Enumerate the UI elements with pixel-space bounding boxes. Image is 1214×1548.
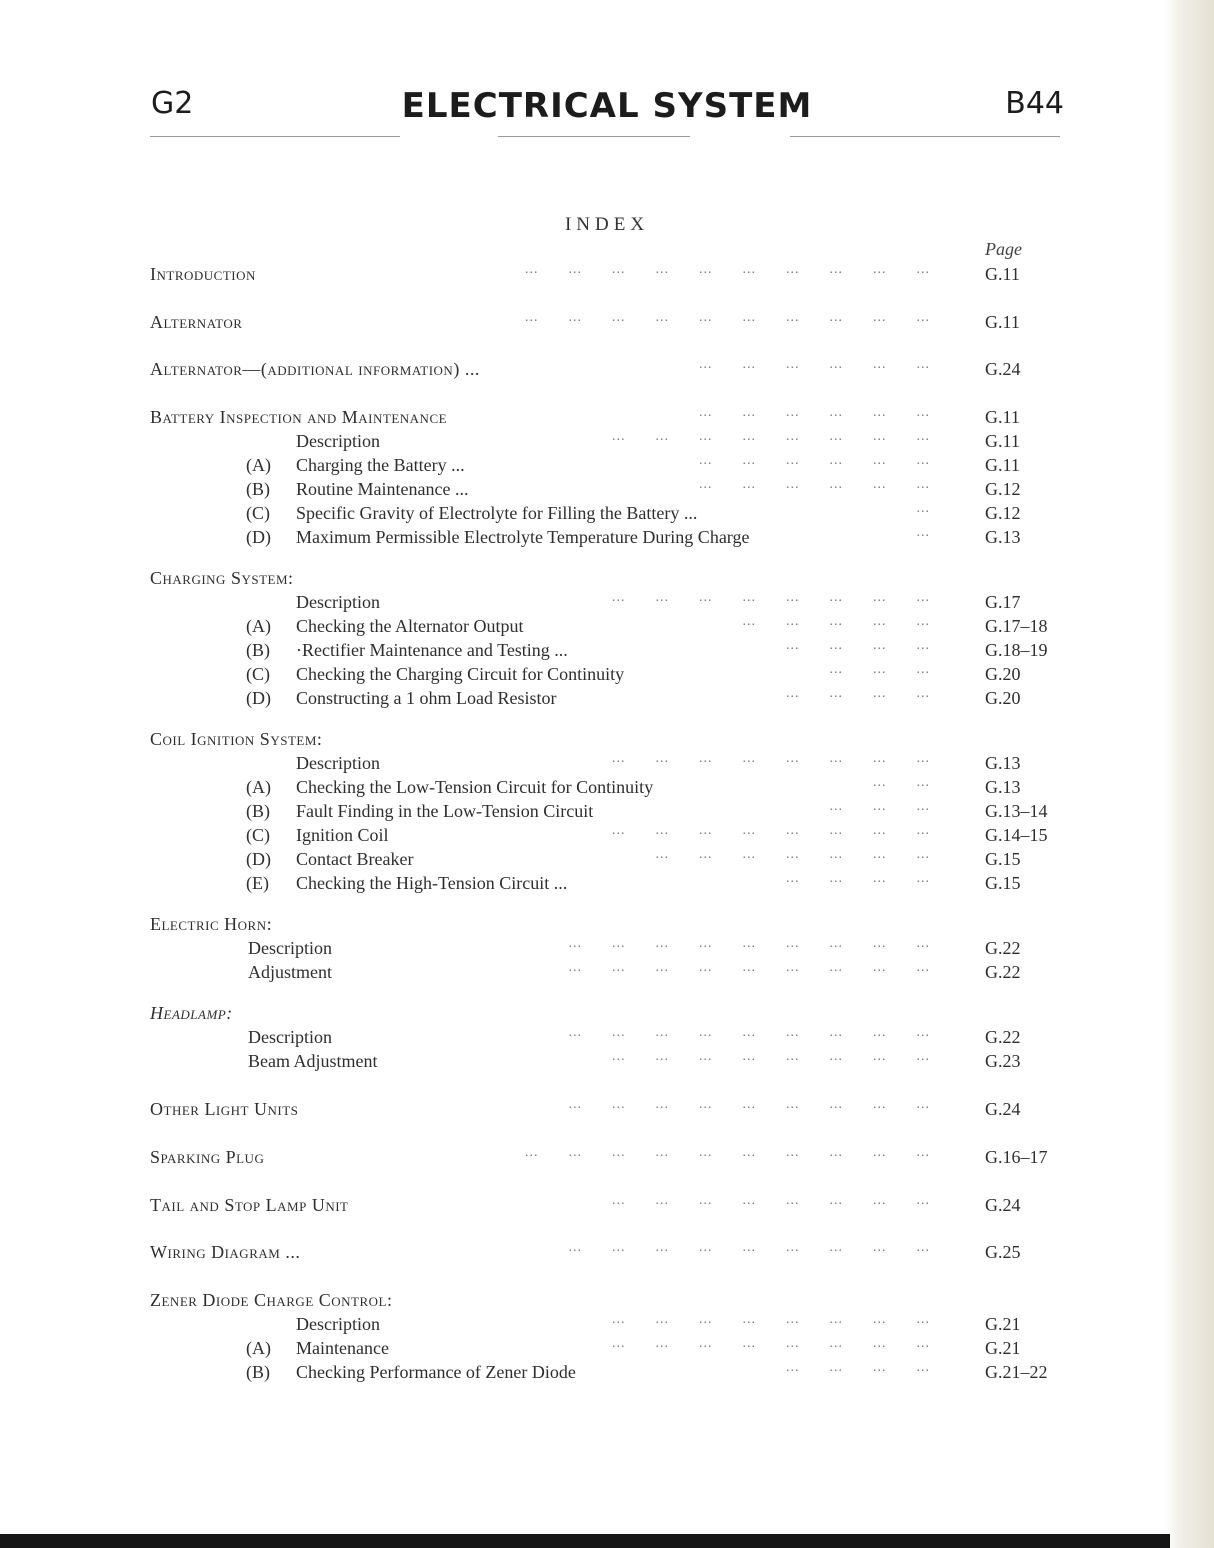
entry-page: G.11 (985, 312, 1020, 332)
entry-title: Introduction (150, 264, 256, 284)
entry-page: G.11 (985, 407, 1020, 427)
entry-label: (A) (246, 777, 271, 797)
entry-page: G.21 (985, 1338, 1021, 1358)
entry-page: G.21 (985, 1314, 1021, 1334)
entry-label: (D) (246, 527, 271, 547)
section-code: G2 (151, 86, 194, 121)
entry-title: Checking Performance of Zener Diode (296, 1362, 576, 1382)
dot-leader: ... ... ... ... ... ... ... ... (612, 751, 930, 766)
dot-leader: ... ... ... ... ... ... ... ... (612, 1312, 930, 1327)
dot-leader: ... ... ... ... (786, 1360, 930, 1375)
entry-label: (C) (246, 503, 270, 523)
entry-page: G.14–15 (985, 825, 1048, 845)
entry-title: Checking the Low-Tension Circuit for Continuity (296, 777, 654, 797)
index-entry (150, 960, 1056, 984)
entry-title: Description (248, 938, 332, 958)
entry-label: (B) (246, 479, 270, 499)
entry-title: Description (296, 431, 380, 451)
entry-label: (C) (246, 664, 270, 684)
entry-page: G.25 (985, 1242, 1021, 1262)
entry-page: G.23 (985, 1051, 1021, 1071)
index-entry (150, 357, 1056, 381)
entry-title: Ignition Coil (296, 825, 389, 845)
model-code: B44 (1005, 86, 1064, 121)
entry-page: G.12 (985, 479, 1021, 499)
entry-page: G.20 (985, 664, 1021, 684)
entry-title: Checking the Alternator Output (296, 616, 524, 636)
dot-leader: ... ... ... ... ... ... ... ... (612, 1336, 930, 1351)
entry-page: G.18–19 (985, 640, 1048, 660)
dot-leader: ... ... ... ... ... ... ... ... (612, 590, 930, 605)
dot-leader: ... ... ... ... ... ... (699, 405, 930, 420)
dot-leader: ... ... (873, 775, 930, 790)
entry-title: Charging the Battery ... (296, 455, 465, 475)
dot-leader: ... ... ... ... ... ... (699, 477, 930, 492)
entry-title: Specific Gravity of Electrolyte for Filling the Battery ... (296, 503, 698, 523)
entry-title: Coil Ignition System: (150, 729, 323, 749)
entry-title: Charging System: (150, 568, 294, 588)
dot-leader: ... ... ... ... ... ... ... ... ... (568, 960, 930, 975)
entry-title: Maintenance (296, 1338, 389, 1358)
index-entry (150, 1240, 1056, 1264)
entry-page: G.13 (985, 777, 1021, 797)
entry-title: Other Light Units (150, 1099, 299, 1119)
index-entry (150, 1145, 1056, 1169)
dot-leader: ... ... ... ... (786, 638, 930, 653)
entry-title: Sparking Plug (150, 1147, 265, 1167)
entry-title: Adjustment (248, 962, 332, 982)
dot-leader: ... ... ... ... (786, 686, 930, 701)
entry-label: (A) (246, 616, 271, 636)
entry-page: G.12 (985, 503, 1021, 523)
entry-title: Zener Diode Charge Control: (150, 1290, 393, 1310)
entry-title: Alternator—(additional information) ... (150, 359, 480, 379)
page-column-label: Page (985, 239, 1022, 259)
entry-title: Checking the Charging Circuit for Continuity (296, 664, 625, 684)
entry-title: Beam Adjustment (248, 1051, 378, 1071)
entry-page: G.15 (985, 873, 1021, 893)
dot-leader: ... ... ... ... ... ... ... ... (612, 1193, 930, 1208)
dot-leader: ... ... ... ... ... (742, 614, 930, 629)
dot-leader: ... ... ... ... ... ... ... ... ... (568, 1025, 930, 1040)
entry-label: (B) (246, 640, 270, 660)
entry-title: Alternator (150, 312, 243, 332)
entry-page: G.11 (985, 431, 1020, 451)
index-entry (150, 871, 1056, 895)
entry-page: G.22 (985, 938, 1021, 958)
entry-label: (D) (246, 849, 271, 869)
dot-leader: ... ... ... ... ... ... ... ... ... ... (525, 1145, 930, 1160)
dot-leader: ... ... ... ... ... ... ... (655, 847, 930, 862)
dot-leader: ... ... ... ... ... ... (699, 453, 930, 468)
entry-page: G.22 (985, 962, 1021, 982)
entry-title: Contact Breaker (296, 849, 414, 869)
entry-title: Headlamp: (150, 1003, 233, 1023)
index-entry (150, 525, 1056, 549)
dot-leader: ... ... ... ... ... ... ... ... ... (568, 1097, 930, 1112)
dot-leader: ... ... ... ... ... ... ... ... ... ... (525, 262, 930, 277)
entry-title: Wiring Diagram ... (150, 1242, 301, 1262)
index-entry (150, 1097, 1056, 1121)
entry-title: Checking the High-Tension Circuit ... (296, 873, 568, 893)
entry-title: Fault Finding in the Low-Tension Circuit (296, 801, 594, 821)
dot-leader: ... ... ... ... ... ... ... ... (612, 823, 930, 838)
dot-leader: ... ... ... ... ... ... (699, 357, 930, 372)
entry-page: G.22 (985, 1027, 1021, 1047)
entry-title: Routine Maintenance ... (296, 479, 469, 499)
entry-page: G.17 (985, 592, 1021, 612)
entry-page: G.20 (985, 688, 1021, 708)
dot-leader: ... ... ... (829, 662, 930, 677)
index-entry (150, 310, 1056, 334)
page-title: ELECTRICAL SYSTEM (401, 86, 813, 126)
entry-title: Tail and Stop Lamp Unit (150, 1195, 349, 1215)
index-entry (150, 1193, 1056, 1217)
entry-label: (A) (246, 1338, 271, 1358)
entry-title: Description (248, 1027, 332, 1047)
index-entry (150, 262, 1056, 286)
entry-title: ·Rectifier Maintenance and Testing ... (296, 640, 568, 660)
entry-page: G.15 (985, 849, 1021, 869)
dot-leader: ... (916, 501, 930, 516)
entry-page: G.21–22 (985, 1362, 1048, 1382)
entry-page: G.11 (985, 264, 1020, 284)
entry-title: Description (296, 753, 380, 773)
dot-leader: ... ... ... (829, 799, 930, 814)
entry-title: Description (296, 1314, 380, 1334)
entry-title: Maximum Permissible Electrolyte Temperature During Charge (296, 527, 750, 547)
dot-leader: ... ... ... ... ... ... ... ... (612, 429, 930, 444)
entry-title: Battery Inspection and Maintenance (150, 407, 448, 427)
dot-leader: ... ... ... ... ... ... ... ... ... (568, 936, 930, 951)
entry-page: G.11 (985, 455, 1020, 475)
entry-page: G.24 (985, 1195, 1021, 1215)
entry-page: G.13–14 (985, 801, 1048, 821)
index-entry (150, 1360, 1056, 1384)
dot-leader: ... ... ... ... (786, 871, 930, 886)
entry-page: G.13 (985, 527, 1021, 547)
entry-label: (A) (246, 455, 271, 475)
entry-label: (C) (246, 825, 270, 845)
entry-title: Description (296, 592, 380, 612)
index-heading: INDEX (564, 214, 650, 235)
dot-leader: ... (916, 525, 930, 540)
dot-leader: ... ... ... ... ... ... ... ... ... (568, 1240, 930, 1255)
entry-label: (B) (246, 1362, 270, 1382)
entry-label: (D) (246, 688, 271, 708)
entry-page: G.16–17 (985, 1147, 1048, 1167)
entry-page: G.13 (985, 753, 1021, 773)
index-entry (150, 686, 1056, 710)
index-entry (150, 1049, 1056, 1073)
entry-label: (E) (246, 873, 269, 893)
entry-title: Electric Horn: (150, 914, 273, 934)
entry-title: Constructing a 1 ohm Load Resistor (296, 688, 557, 708)
entry-page: G.24 (985, 1099, 1021, 1119)
dot-leader: ... ... ... ... ... ... ... ... ... ... (525, 310, 930, 325)
dot-leader: ... ... ... ... ... ... ... ... (612, 1049, 930, 1064)
entry-page: G.17–18 (985, 616, 1048, 636)
entry-page: G.24 (985, 359, 1021, 379)
entry-label: (B) (246, 801, 270, 821)
